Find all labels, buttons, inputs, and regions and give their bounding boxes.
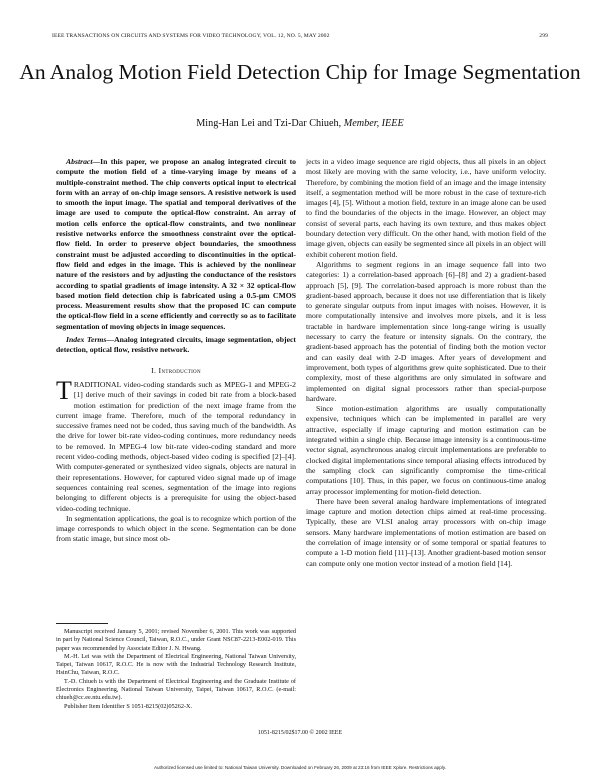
drop-cap: T [56,375,72,405]
author-names: Ming-Han Lei and Tzi-Dar Chiueh, [196,118,342,129]
index-terms-label: Index Terms— [66,335,115,345]
abstract [56,157,296,332]
authors-line [0,118,600,129]
index-terms [56,335,296,356]
journal-header: IEEE TRANSACTIONS ON CIRCUITS AND SYSTEMS FOR VIDEO TECHNOLOGY, VOL. 12, NO. 5, MAY 2002 [52,33,330,39]
section-title: Introduction [158,365,201,375]
section-heading [56,366,296,376]
index-terms-text: Analog integrated circuits, image segmentation, object detection, optical flow, resistive network. [56,335,296,355]
right-paragraph-2: Algorithms to segment regions in an image sequence fall into two categories: 1) a correlation-based approach [6]–[8] and 2) a gradient-based approach [5], [9]. The correlation-based approach is more robust than the gradient-based approach, because it does not use differentiation that is likely to generate singular outputs from input images with noises. However, it is more computationally intensive and involves more pixels, and it is less tractable in hardware implementation since long-range wiring is usually necessary to carry the feature or intensity signals. On the contrary, the gradient-based approach has the potential of finding both the motion vector and can easily deal with 2-D images. After years of development and improvement, both types of algorithms grew quite sophisticated. Due to their complexity, most of these algorithms are only simulated in software and implemented on digital signal processors rather than special-purpose hardware. [306,259,546,403]
left-column [56,157,296,545]
footnote-rule [56,623,108,624]
footnote-author-2: T.-D. Chiueh is with the Department of Electrical Engineering and the Graduate Institute of Electronics Engineering, National Taiwan University, Taipei, Taiwan 10617, R.O.C. (e-mail: chiueh@cc.ee.ntu.edu.tw). [56,677,296,702]
author-membership: Member, IEEE [343,118,404,129]
running-header [52,33,548,43]
footnote-manuscript: Manuscript received January 5, 2001; revised November 6, 2001. This work was supported in part by National Science Council, Taiwan, R.O.C., under Grant NSC87-2213-E002-019. This paper was recommended by Associate Editor J. N. Hwang. [56,628,296,652]
copyright-line: 1051-8215/02$17.00 © 2002 IEEE [257,730,343,736]
abstract-text: In this paper, we propose an analog integrated circuit to compute the motion field of a time-varying image by means of a multiple-constraint method. The chip converts optical input to electrical form with an array of on-chip image sensors. A resistive network is used to smooth the input image. The spatial and temporal derivatives of the image are used to compute the optical-flow constraint. An array of motion cells enforce the optical-flow constraints, and two nonlinear resistive networks enforce the smoothness constraint over the optical-flow field. In order to preserve object boundaries, the smoothness constraint must be adjusted according to discontinuities in the optical-flow field and edges in the image. This is achieved by the nonlinear nature of the resistors and by adjusting the conductance of the resistors according to spatial gradients of image intensity. A 32 × 32 optical-flow based motion field detection chip is fabricated using a 0.5-μm CMOS process. Measurement results show that the proposed IC can compute the optical-flow field in a scene efficiently and correctly so as to facilitate segmentation of moving objects in image sequences. [56,157,296,331]
right-paragraph-1: jects in a video image sequence are rigid objects, thus all pixels in an object most likely are moving with the same velocity, i.e., have uniform velocity. Therefore, by combining the motion field of an image and the image intensity itself, a segmentation method will be more robust in the case of texture-rich images [4], [5]. Without a motion field, texture in an image alone can be used to find the boundaries of the objects in the image. However, an object may consist of several parts, each having its own texture, and thus makes object boundary detection very difficult. On the other hand, with motion field of the image given, objects can easily be segmented since all pixels in an object will exhibit coherent motion field. [306,157,546,259]
intro-paragraph-1-text: RADITIONAL video-coding standards such as MPEG-1 and MPEG-2 [1] derive much of their savings in coded bit rate from a block-based motion estimation for prediction of the next image frame from the current image frame. Therefore, much of the temporal redundancy in successive frames need not be coded, thus saving much of the bandwidth. As the drive for lower bit-rate video-coding continues, more redundancy needs to be removed. In MPEG-4 low bit-rate video-coding standard and more recent video-coding methods, object-based video coding is specified [2]–[4]. With computer-generated or synthesized video signals, objects are natural in their representations. However, for captured video signal made up of image sequences containing real scenes, segmentation of the image into regions belonging to different objects is a prerequisite for using the object-based video-coding technique. [56,379,296,513]
right-paragraph-3: Since motion-estimation algorithms are usually computationally expensive, techniques which can be implemented in parallel are very attractive, especially if image capturing and motion estimation can be integrated within a single chip. Because image intensity is a continuous-time vector signal, asynchronous analog circuit implementations are preferable to clocked digital implementations since temporal aliasing effects introduced by the sampling clock can significantly compromise the time-critical computations [10]. Thus, in this paper, we focus on continuous-time analog array processor implementing for motion-field detection. [306,404,546,496]
footnote-author-1: M.-H. Lei was with the Department of Electrical Engineering, National Taiwan University, Taipei, Taiwan 10617, R.O.C. He is now with the Industrial Technology Research Institute, HsinChu, Taiwan, R.O.C. [56,652,296,677]
abstract-label: Abstract— [66,157,101,166]
footnote-publisher-id: Publisher Item Identifier S 1051-8215(02)05262-X. [64,702,193,710]
intro-paragraph-1 [56,375,296,514]
right-column [306,157,546,569]
intro-paragraph-2: In segmentation applications, the goal is to recognize which portion of the image corresponds to which object in the scene. Segmentation can be done from static image, but since most ob- [56,513,296,544]
paper-title: An Analog Motion Field Detection Chip for Image Segmentation [19,60,581,84]
footnotes [56,628,296,711]
page-number: 299 [539,33,548,39]
license-notice: Authorized licensed use limited to: National Taiwan University. Downloaded on February 26, 2009 at 23:16 from IEEE Xplore. Restrictions apply. [153,765,447,770]
section-number: I. [151,365,157,375]
right-paragraph-4: There have been several analog hardware implementations of integrated image capture and motion detection chips aimed at real-time processing. Typically, these are VLSI analog array processors with on-chip image sensors. Many hardware implementations of motion estimation are based on the correlation of image intensity or of some temporal or spatial features to compute a 1-D motion field [11]–[13]. Another gradient-based motion sensor can compute only one motion vector instead of a motion field [14]. [306,496,546,568]
